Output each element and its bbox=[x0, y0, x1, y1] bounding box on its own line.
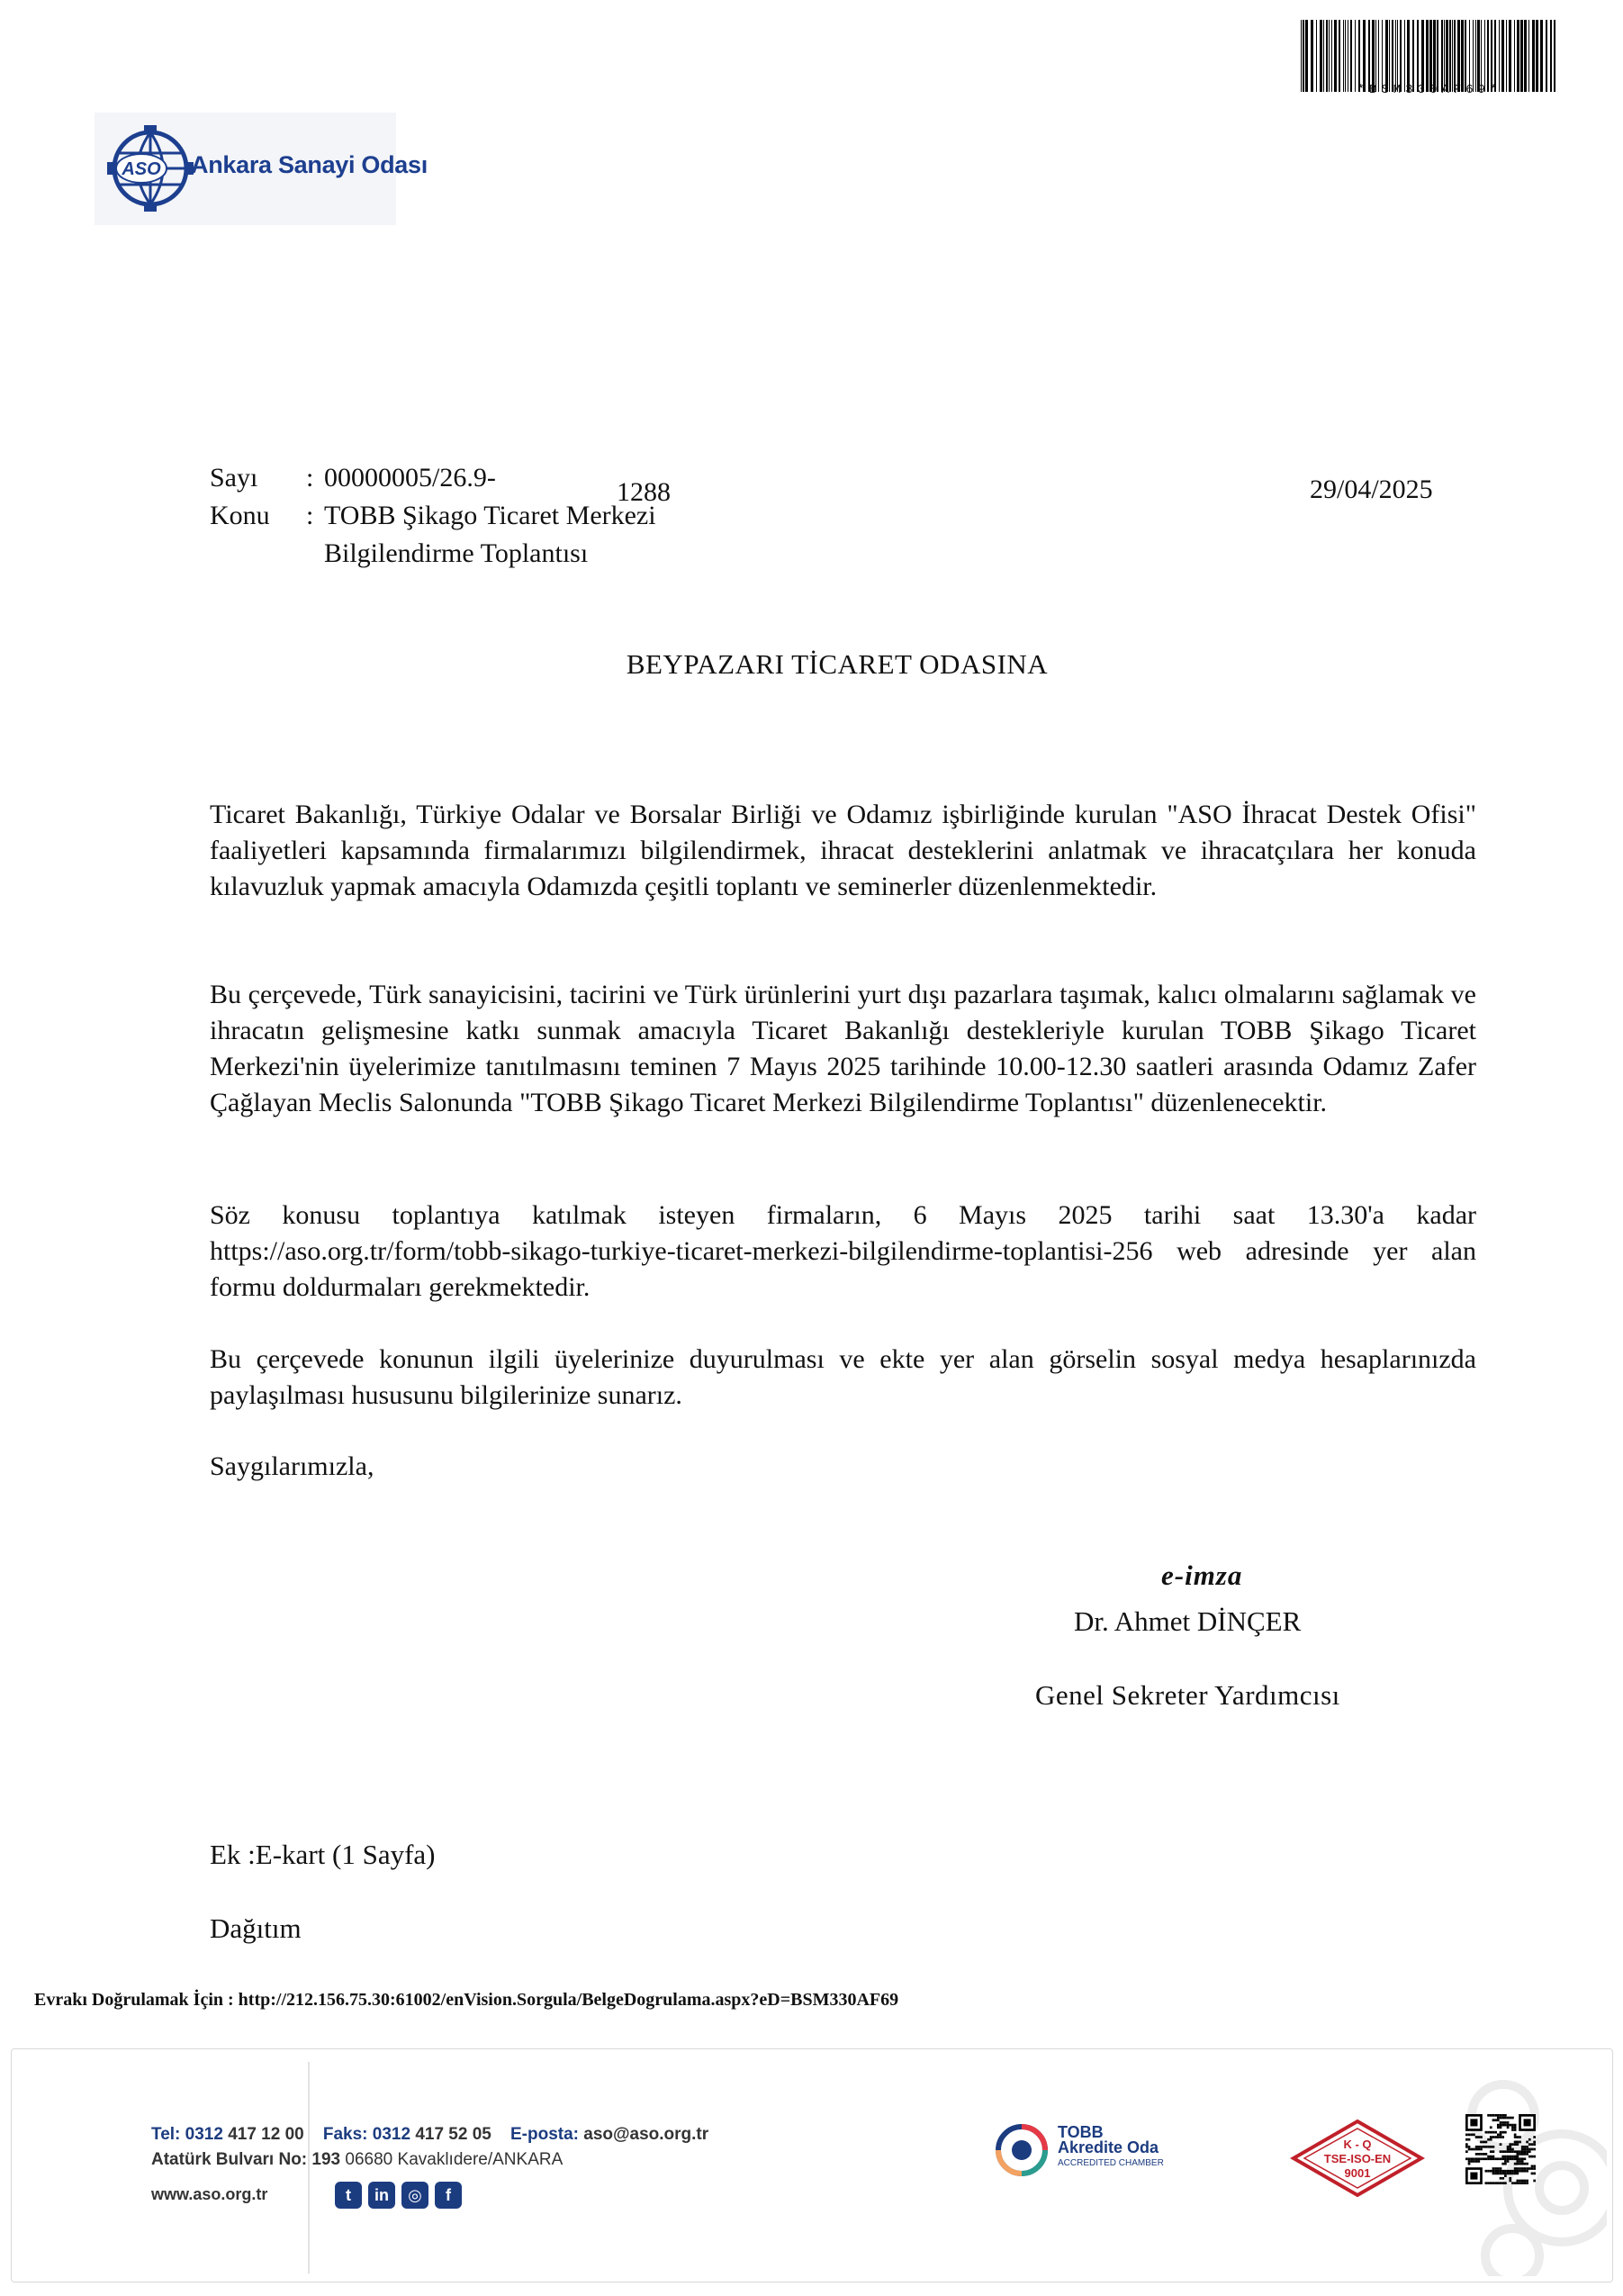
kq-line-1: K - Q bbox=[1343, 2138, 1372, 2151]
sayi-label: Sayı bbox=[210, 463, 258, 493]
document-date: 29/04/2025 bbox=[1310, 475, 1433, 504]
address-street: Atatürk Bulvarı No: 193 bbox=[151, 2150, 341, 2169]
sayi-value: 00000005/26.9- bbox=[324, 463, 496, 493]
tobb-line-2: Akredite Oda bbox=[1058, 2138, 1159, 2156]
konu-label: Konu bbox=[210, 501, 270, 530]
signer-title: Genel Sekreter Yardımcısı bbox=[1035, 1679, 1340, 1711]
address-city: 06680 Kavaklıdere/ANKARA bbox=[340, 2150, 564, 2169]
kq-line-2: TSE-ISO-EN bbox=[1323, 2152, 1392, 2165]
tobb-accredited-text bbox=[1058, 2125, 1164, 2171]
twitter-icon[interactable]: t bbox=[335, 2182, 362, 2209]
tobb-line-1: TOBB bbox=[1058, 2123, 1104, 2141]
email-value[interactable]: aso@aso.org.tr bbox=[583, 2125, 709, 2144]
fax-label: Faks: 0312 bbox=[322, 2125, 416, 2144]
sayi-colon: : bbox=[306, 463, 314, 493]
facebook-icon[interactable]: f bbox=[435, 2182, 462, 2209]
signer-name: Dr. Ahmet DİNÇER bbox=[1074, 1605, 1302, 1637]
tel-value: 417 12 00 bbox=[228, 2125, 304, 2144]
closing: Saygılarımızla, bbox=[210, 1451, 374, 1481]
tobb-line-3: ACCREDITED CHAMBER bbox=[1058, 2158, 1164, 2168]
linkedin-icon[interactable]: in bbox=[368, 2182, 395, 2209]
meta-colons bbox=[306, 459, 324, 535]
document-barcode bbox=[1299, 20, 1560, 92]
qr-code-icon[interactable] bbox=[1465, 2114, 1536, 2184]
logo-mark-text: ASO bbox=[122, 159, 161, 179]
org-name: Ankara Sanayi Odası bbox=[191, 151, 428, 178]
meta-values bbox=[324, 459, 792, 573]
recipient: BEYPAZARI TİCARET ODASINA bbox=[626, 648, 1049, 680]
tel-label: Tel: 0312 bbox=[151, 2125, 229, 2144]
footer-address-line bbox=[151, 2150, 563, 2170]
kq-line-3: 9001 bbox=[1344, 2166, 1371, 2180]
konu-line-2: Bilgilendirme Toplantısı bbox=[324, 538, 589, 568]
body-paragraph-1: Ticaret Bakanlığı, Türkiye Odalar ve Borsalar Birliği ve Odamız işbirliğinde kurulan "ASO İhracat Destek Ofisi" faaliyetleri kapsamında firmalarımızı bilgilendirmek, ihracat desteklerini anlatmak ve ihracatçılara her konuda kılavuzluk yapmak amacıyla Odamızda çeşitli toplantı ve seminerler düzenlenmektedir. bbox=[210, 800, 1476, 901]
konu-colon: : bbox=[306, 501, 314, 530]
body-paragraph-3: Söz konusu toplantıya katılmak isteyen firmaların, 6 Mayıs 2025 tarihi saat 13.30'a kadar https://aso.org.tr/form/tobb-sikago-turkiye-ticaret-merkezi-bilgilendirme-toplantisi-256 web adresinde yer alan formu doldurmaları gerekmektedir. bbox=[210, 1200, 1476, 1302]
attachment-line: Ek :E-kart (1 Sayfa) bbox=[210, 1839, 436, 1870]
footer-contact-line bbox=[151, 2125, 708, 2145]
konu-line-1: TOBB Şikago Ticaret Merkezi bbox=[324, 501, 656, 530]
body-paragraph-4: Bu çerçevede konunun ilgili üyelerinize duyurulması ve ekte yer alan görselin sosyal medya hesaplarınızda paylaşılması hususunu bilgilerinize sunarız. bbox=[210, 1344, 1476, 1410]
fax-value: 417 52 05 bbox=[415, 2125, 491, 2144]
verification-link[interactable]: Evrakı Doğrulamak İçin : http://212.156.75.30:61002/enVision.Sorgula/BelgeDogrulama.aspx?eD=BSM330AF69 bbox=[34, 1990, 899, 2010]
e-signature-mark: e-imza bbox=[1161, 1559, 1243, 1591]
footer-website[interactable]: www.aso.org.tr bbox=[151, 2185, 268, 2203]
sayi-number: 1288 bbox=[617, 477, 671, 507]
distribution-label: Dağıtım bbox=[210, 1912, 302, 1944]
email-label: E-posta: bbox=[509, 2125, 584, 2144]
barcode-text: *BSM330AF69* bbox=[1357, 83, 1502, 97]
tobb-accredited-logo-icon bbox=[995, 2123, 1049, 2177]
meta-labels bbox=[210, 459, 309, 535]
instagram-icon[interactable]: ◎ bbox=[401, 2182, 428, 2209]
body-paragraph-2: Bu çerçevede, Türk sanayicisini, tacirini ve Türk ürünlerini yurt dışı pazarlara taşımak, kalıcı olmalarını sağlamak ve ihracatın gelişmesine katkı sunmak amacıyla Ticaret Bakanlığı destekleriyle kurulan TOBB Şikago Ticaret Merkezi'nin üyelerimize tanıtılmasını teminen 7 Mayıs 2025 tarihinde 10.00-12.30 saatleri arasında Odamız Zafer Çağlayan Meclis Salonunda "TOBB Şikago Ticaret Merkezi Bilgilendirme Toplantısı" düzenlenecektir. bbox=[210, 980, 1476, 1117]
